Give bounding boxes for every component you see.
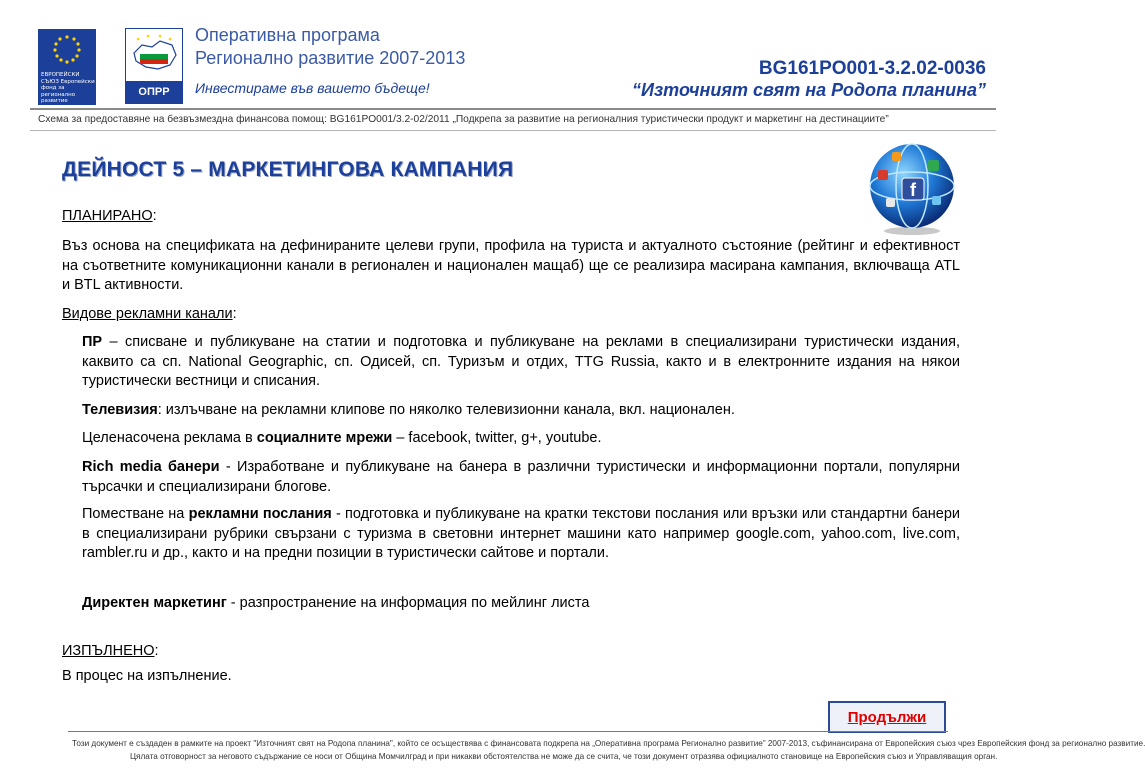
- channel-social-pre: Целенасочена реклама в: [82, 430, 257, 446]
- project-code: BG161PO001-3.2.02-0036: [758, 58, 986, 79]
- channel-social-post: – facebook, twitter, g+, youtube.: [392, 430, 602, 446]
- channel-rich-title: Rich media банери: [82, 459, 220, 475]
- svg-text:f: f: [910, 180, 916, 200]
- done-label: ИЗПЪЛНЕНО: [62, 643, 155, 659]
- channels-heading: Видове рекламни канали:: [62, 306, 237, 322]
- eu-flag-icon: [38, 29, 96, 69]
- social-globe-icon: [862, 138, 962, 238]
- done-heading: ИЗПЪЛНЕНО:: [62, 643, 159, 659]
- channel-tv-text: : излъчване на рекламни клипове по няколко телевизионни канала, вкл. национален.: [157, 402, 735, 418]
- channel-item-social: [82, 429, 960, 449]
- eu-logo: [38, 29, 96, 105]
- channel-direct-text: - разпространение на информация по мейлинг листа: [226, 595, 590, 611]
- channel-item-rich-media: [82, 458, 960, 497]
- scheme-divider: [30, 130, 996, 131]
- channel-social-title: социалните мрежи: [256, 430, 393, 446]
- planned-label: ПЛАНИРАНО: [62, 208, 153, 224]
- footer-disclaimer-line1: Този документ е създаден в рамките на проект "Източният свят на Родопа планина", който се осъществява с финансовата подкрепа на „Оперативна програма Регионално развитие” 2007-2013, съфинансирана от Европейския съюз чрез Европейския фонд за регионално развитие.: [72, 739, 1145, 748]
- channel-textads-title: рекламни послания: [188, 506, 332, 522]
- channel-direct-title: Директен маркетинг: [82, 595, 227, 611]
- channel-pr-title: ПР: [82, 334, 103, 350]
- opr-map-icon: [128, 31, 180, 81]
- slide-title: ДЕЙНОСТ 5 – МАРКЕТИНГОВА КАМПАНИЯ: [62, 158, 514, 181]
- continue-label: Продължи: [847, 708, 927, 726]
- planned-heading: ПЛАНИРАНО:: [62, 208, 157, 224]
- channels-label: Видове рекламни канали: [62, 306, 233, 322]
- project-name: “Източният свят на Родопа планина”: [632, 80, 986, 100]
- channel-item-direct-marketing: [82, 594, 960, 614]
- program-title-line2: Регионално развитие 2007-2013: [195, 48, 466, 68]
- channel-textads-pre: Поместване на: [82, 506, 189, 522]
- channel-item-pr: [82, 333, 960, 392]
- done-text: В процес на изпълнение.: [62, 668, 232, 684]
- footer-divider: [68, 731, 948, 732]
- channel-pr-text: – списване и публикуване на статии и подготовка и публикуване на реклами в специализирани туристически издания, каквито са сп. National Geographic, сп. Одисей, сп. Туризъм и отдих, TTG Russia, както и в електронните издания на някои туристически вестници и списания.: [82, 334, 960, 389]
- channel-item-text-ads: [82, 505, 960, 564]
- program-slogan: Инвестираме във вашето бъдеще!: [195, 80, 430, 96]
- channel-rich-text: - Изработване и публикуване на банера в различни туристически и информационни портали, популярни търсачки и специализирани блогове.: [82, 459, 960, 495]
- continue-button[interactable]: [828, 701, 946, 733]
- channel-textads-post: - подготовка и публикуване на кратки текстови послания или връзки или стандартни банери в специализирани рубрики свързани с туризма в световни интернет машини като например google.com, yahoo.com, live.com, rambler.ru и др., както и на предни позиции в туристически сайтове и портали.: [82, 506, 960, 561]
- channel-item-tv: [82, 401, 960, 421]
- footer-disclaimer-line2: Цялата отговорност за неговото съдържание се носи от Община Момчилград и при никакви обстоятелства не може да се счита, че този документ отразява официалното становище на Европейския съюз и Управляващия орган.: [130, 752, 998, 761]
- channel-tv-title: Телевизия: [82, 402, 158, 418]
- scheme-text: Схема за предоставяне на безвъзмездна финансова помощ: BG161PO001/3.2-02/2011 „Подкрепа за развитие на регионалния туристически продукт и маркетинг на дестинациите”: [38, 114, 889, 125]
- opr-label: ОПРР: [126, 81, 182, 103]
- program-title-line1: Оперативна програма: [195, 25, 380, 45]
- opr-logo: [125, 28, 183, 104]
- planned-paragraph: Въз основа на спецификата на дефинираните целеви групи, профила на туриста и актуалното състояние (рейтинг и ефективност на съответните комуникационни канали в регионален и национален мащаб) ще се реализира масирана кампания, включваща ATL и BTL активности.: [62, 238, 960, 293]
- header-divider: [30, 108, 996, 110]
- eu-caption: ЕВРОПЕЙСКИ СЪЮЗ Европейски фонд за регионално развитие: [41, 72, 95, 104]
